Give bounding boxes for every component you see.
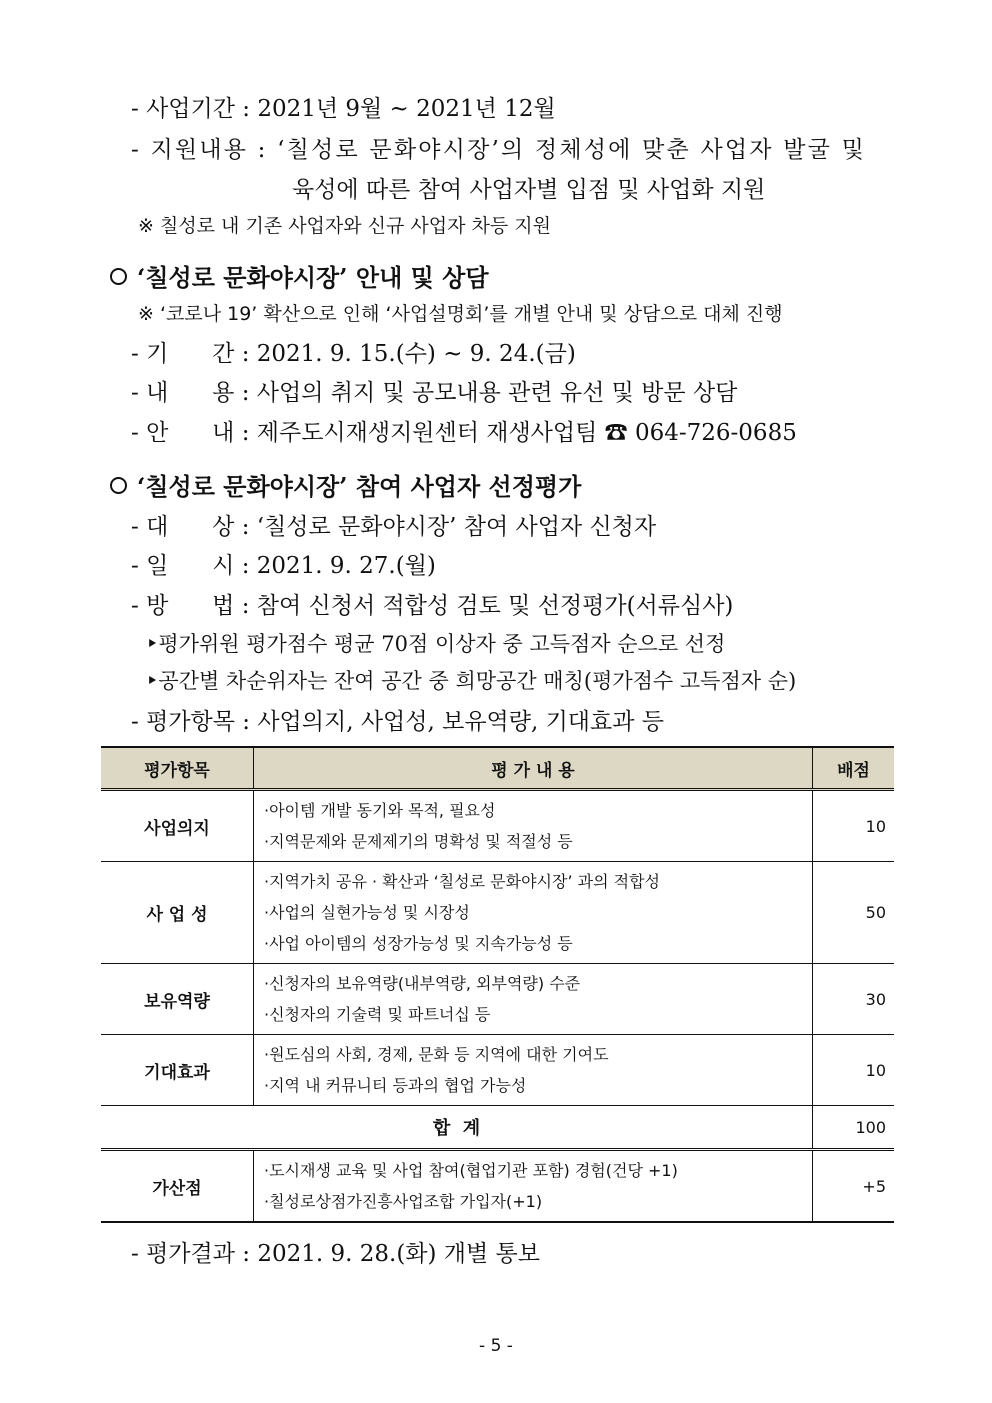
- table-row: [101, 862, 894, 964]
- header-content: 평 가 내 용: [254, 747, 813, 790]
- row-item: 사 업 성: [101, 862, 254, 964]
- content-line: ·신청자의 기술력 및 파트너십 등: [264, 1005, 491, 1024]
- section-heading-evaluation: [110, 467, 581, 502]
- support-content: [131, 131, 921, 164]
- table-header-row: [101, 747, 894, 790]
- page-number: - 5 -: [479, 1336, 513, 1356]
- content-line: ·도시재생 교육 및 사업 참여(협업기관 포함) 경험(건당 +1): [264, 1161, 678, 1180]
- content-line: ·지역 내 커뮤니티 등과의 협업 가능성: [264, 1076, 527, 1095]
- circle-bullet-icon: [110, 268, 127, 285]
- bonus-score: +5: [813, 1150, 895, 1223]
- circle-bullet-icon: [110, 477, 127, 494]
- row-score: 30: [813, 964, 895, 1035]
- content-line: ·지역가치 공유 · 확산과 ‘칠성로 문화야시장’ 과의 적합성: [264, 872, 660, 891]
- evaluation-table: [101, 746, 894, 1223]
- method-bullet-2: ‣공간별 차순위자는 잔여 공간 중 희망공간 매칭(평가점수 고득점자 순): [146, 669, 797, 693]
- row-content: [254, 862, 813, 964]
- support-content-continued: 육성에 따른 참여 사업자별 입점 및 사업화 지원: [292, 177, 766, 203]
- total-score: 100: [813, 1106, 895, 1150]
- row-score: 50: [813, 862, 895, 964]
- bonus-content: [254, 1150, 813, 1223]
- guidance-period: - 기 간 : 2021. 9. 15.(수) ~ 9. 24.(금): [131, 341, 576, 367]
- support-note: ※ 칠성로 내 기존 사업자와 신규 사업자 차등 지원: [138, 215, 551, 237]
- table-row-bonus: [101, 1150, 894, 1223]
- table-row: [101, 1035, 894, 1106]
- section-heading-evaluation-text: ‘칠성로 문화야시장’ 참여 사업자 선정평가: [137, 472, 582, 501]
- content-line: ·원도심의 사회, 경제, 문화 등 지역에 대한 기여도: [264, 1045, 609, 1064]
- guidance-contact: - 안 내 : 제주도시재생지원센터 재생사업팀 ☎ 064-726-0685: [131, 420, 797, 446]
- row-score: 10: [813, 1035, 895, 1106]
- total-label: 합 계: [101, 1106, 813, 1150]
- table-total-row: [101, 1106, 894, 1150]
- header-item: 평가항목: [101, 747, 254, 790]
- content-line: ·신청자의 보유역량(내부역량, 외부역량) 수준: [264, 974, 581, 993]
- section-heading-guidance-text: ‘칠성로 문화야시장’ 안내 및 상담: [137, 263, 489, 292]
- business-period: - 사업기간 : 2021년 9월 ~ 2021년 12월: [131, 96, 556, 122]
- section-heading-guidance: [110, 258, 489, 293]
- evaluation-result: - 평가결과 : 2021. 9. 28.(화) 개별 통보: [131, 1241, 540, 1267]
- content-line: ·사업 아이템의 성장가능성 및 지속가능성 등: [264, 934, 573, 953]
- row-content: [254, 1035, 813, 1106]
- evaluation-date: - 일 시 : 2021. 9. 27.(월): [131, 553, 436, 579]
- content-line: ·지역문제와 문제제기의 명확성 및 적절성 등: [264, 832, 573, 851]
- evaluation-items: - 평가항목 : 사업의지, 사업성, 보유역량, 기대효과 등: [131, 709, 664, 735]
- content-line: ·칠성로상점가진흥사업조합 가입자(+1): [264, 1192, 543, 1211]
- row-item: 사업의지: [101, 790, 254, 862]
- evaluation-method: - 방 법 : 참여 신청서 적합성 검토 및 선정평가(서류심사): [131, 593, 734, 619]
- covid-note: ※ ‘코로나 19’ 확산으로 인해 ‘사업설명회’를 개별 안내 및 상담으로 대체 진행: [138, 303, 783, 325]
- bonus-item: 가산점: [101, 1150, 254, 1223]
- row-content: [254, 964, 813, 1035]
- support-content-text: - 지원내용 : ‘칠성로 문화야시장’의 정체성에 맞춘 사업자 발굴 및: [131, 137, 866, 163]
- row-score: 10: [813, 790, 895, 862]
- evaluation-target: - 대 상 : ‘칠성로 문화야시장’ 참여 사업자 신청자: [131, 514, 657, 540]
- table-row: [101, 964, 894, 1035]
- table-row: [101, 790, 894, 862]
- row-item: 보유역량: [101, 964, 254, 1035]
- content-line: ·사업의 실현가능성 및 시장성: [264, 903, 470, 922]
- guidance-content: - 내 용 : 사업의 취지 및 공모내용 관련 유선 및 방문 상담: [131, 380, 738, 406]
- row-item: 기대효과: [101, 1035, 254, 1106]
- method-bullet-1: ‣평가위원 평가점수 평균 70점 이상자 중 고득점자 순으로 선정: [146, 632, 726, 656]
- row-content: [254, 790, 813, 862]
- content-line: ·아이템 개발 동기와 목적, 필요성: [264, 801, 496, 820]
- header-score: 배점: [813, 747, 895, 790]
